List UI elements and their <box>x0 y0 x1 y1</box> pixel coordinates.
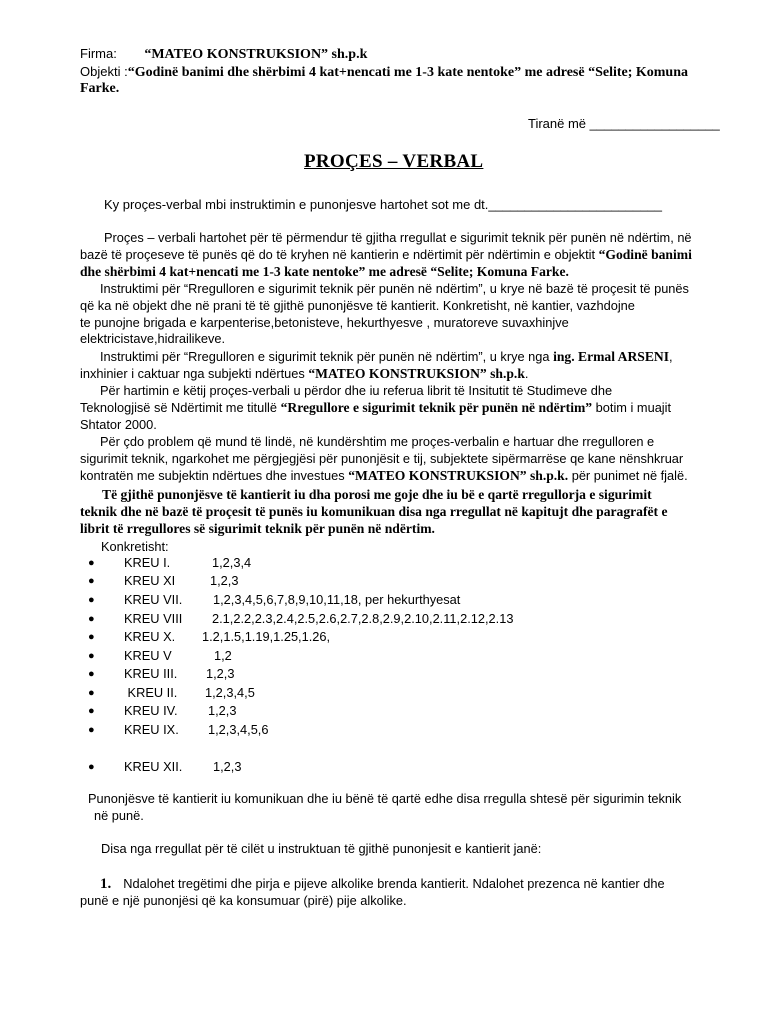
p5-line-3c: për punimet në fjalë. <box>568 467 688 483</box>
konkretisht-label: Konkretisht: <box>101 539 169 554</box>
chapter-name: KREU I. <box>124 555 171 570</box>
p2-line-1: Instruktimi për “Rregulloren e sigurimit teknik për punën në ndërtim”, u krye në bazë të proçesit të punës <box>100 281 689 296</box>
chapter-sections: 1,2,3,4,5 <box>205 685 255 700</box>
bullet-icon: ● <box>88 594 95 606</box>
bullet-icon: ● <box>88 650 95 662</box>
paragraph-1 <box>80 230 712 280</box>
p3-line-1c: , <box>669 349 673 364</box>
p6-line-1: Të gjithë punonjësve të kantierit iu dha porosi me goje dhe iu bë e qartë rregullorja e sigurimit <box>102 487 652 502</box>
chapter-sections: 1,2 <box>214 648 232 663</box>
paragraph-3 <box>80 349 712 383</box>
chapter-name: KREU X. <box>124 629 176 644</box>
rule-1-text: Ndalohet tregëtimi dhe pirja e pijeve alkolike brenda kantierit. Ndalohet prezenca në kantier dhe <box>123 876 665 891</box>
chapter-sections: 1,2,3 <box>210 573 239 588</box>
objekti-row <box>80 64 688 81</box>
chapter-sections: 1,2,3,4,5,6 <box>208 722 269 737</box>
paragraph-2 <box>80 281 712 348</box>
bullet-icon: ● <box>88 557 95 569</box>
objekti-value: “Godinë banimi dhe shërbimi 4 kat+nencati me 1-3 kate nentoke” me adresë “Selite; Komuna <box>127 65 689 80</box>
book-title: “Rregullore e sigurimit teknik për punën në ndërtim” <box>280 399 593 415</box>
p6-line-3: librit të rregullores së sigurimit teknik për punën në ndërtim. <box>80 520 435 536</box>
rules-intro: Disa nga rregullat për të cilët u instruktuan të gjithë punonjesit e kantierit janë: <box>101 841 542 856</box>
p5-line-1: Për çdo problem që mund të lindë, në kundërshtim me proçes-verbalin e hartuar dhe rregulloren e <box>100 434 655 449</box>
chapter-name: KREU XII. <box>124 759 183 774</box>
p1-line-2a: bazë të proçeseve të punës që do të kryhen në kantierin e ndërtimit për ndërtimin e objektit <box>80 246 599 262</box>
p4-line-2 <box>80 400 712 417</box>
bullet-icon: ● <box>88 724 95 736</box>
p7-line-1: Punonjësve të kantierit iu komunikuan dhe iu bënë të qartë edhe disa rregulla shtesë për sigurimin teknik <box>88 791 682 806</box>
chapter-name: KREU IX. <box>124 722 179 737</box>
bullet-icon: ● <box>88 575 95 587</box>
firma-row <box>80 46 367 63</box>
firma-label: Firma: <box>80 46 117 61</box>
p1-line-2 <box>80 247 712 264</box>
place-date: Tiranë më __________________ <box>528 116 720 131</box>
firma-value: “MATEO KONSTRUKSION” sh.p.k <box>144 47 368 62</box>
p3-line-2c: . <box>524 365 529 381</box>
chapter-sections: 1,2,3,4,5,6,7,8,9,10,11,18, per hekurthyesat <box>213 592 461 607</box>
p4-line-2c: botim i muajit <box>592 399 672 415</box>
rule-1 <box>80 876 712 910</box>
p6-line-2: teknik dhe në bazë të proçesit të punës iu komunikuan disa nga rregullat në kapitujt dhe paragrafët e <box>80 503 668 519</box>
p1-object-name: “Godinë banimi <box>598 246 692 262</box>
chapter-sections: 1,2,3 <box>213 759 242 774</box>
rule-1-number: 1. <box>100 876 112 892</box>
rule-1-line-2: punë e një punonjësi që ka konsumuar (pirë) pije alkolike. <box>80 892 407 908</box>
objekti-value-cont: Farke. <box>80 81 120 96</box>
bullet-icon: ● <box>88 631 95 643</box>
p4-line-1: Për hartimin e këtij proçes-verbali u përdor dhe iu referua librit të Insitutit të Studimeve dhe <box>100 383 613 398</box>
company-name: “MATEO KONSTRUKSION” sh.p.k <box>308 365 525 381</box>
intro-line: Ky proçes-verbal mbi instruktimin e punonjesve hartohet sot me dt.________________________ <box>104 197 662 212</box>
paragraph-4 <box>80 383 712 433</box>
chapter-sections: 1,2,3 <box>206 666 235 681</box>
bullet-icon: ● <box>88 705 95 717</box>
chapter-name: KREU VIII <box>124 611 183 626</box>
chapter-sections: 2.1,2.2,2.3,2.4,2.5,2.6,2.7,2.8,2.9,2.10,2.11,2.12,2.13 <box>212 611 514 626</box>
p7-line-2: në punë. <box>94 807 144 823</box>
p2-line-4: elektricistave,hidrailikeve. <box>80 331 226 347</box>
p5-line-3 <box>80 468 712 485</box>
p2-line-2: që ka në objekt dhe në prani të të gjithë punonjësve të kantierit. Konkretisht, në kantier, vazhdojne <box>80 297 635 313</box>
chapter-sections: 1.2,1.5,1.19,1.25,1.26, <box>202 629 331 644</box>
p2-line-3: te punojne brigada e karpenterise,betonisteve, hekurthyesve , muratoreve suvaxhinjve <box>80 314 569 330</box>
p1-line-3: dhe shërbimi 4 kat+nencati me 1-3 kate nentoke” me adresë “Selite; Komuna Farke. <box>80 263 569 279</box>
chapter-name: KREU III. <box>124 666 178 681</box>
engineer-name: ing. Ermal ARSENI <box>553 349 670 364</box>
bullet-icon: ● <box>88 687 95 699</box>
chapter-name: KREU XI <box>124 573 176 588</box>
rule-1-line-1 <box>80 876 712 893</box>
investor-name: “MATEO KONSTRUKSION” sh.p.k. <box>348 467 569 483</box>
chapter-sections: 1,2,3 <box>208 703 237 718</box>
paragraph-5 <box>80 434 712 484</box>
p5-line-2: sigurimit teknik, ngarkohet me përgjegjësi për punonjësit e tij, subjektete sipërmarrëse qe kane nënshkruar <box>80 450 684 466</box>
p5-line-3a: kontratën me subjektin ndërtues dhe investues <box>80 467 349 483</box>
chapter-name: KREU II. <box>124 685 178 700</box>
p3-line-2a: inxhinier i caktuar nga subjekti ndërtues <box>80 365 309 381</box>
objekti-label: Objekti : <box>80 64 128 79</box>
p4-line-3: Shtator 2000. <box>80 416 157 432</box>
chapter-name: KREU VII. <box>124 592 183 607</box>
p4-line-2a: Teknologjisë së Ndërtimit me titullë <box>80 399 281 415</box>
p3-line-1a: Instruktimi për “Rregulloren e sigurimit teknik për punën në ndërtim”, u krye nga <box>100 349 554 364</box>
document-title: PROÇES – VERBAL <box>304 151 484 172</box>
chapter-sections: 1,2,3,4 <box>212 555 252 570</box>
chapter-name: KREU IV. <box>124 703 178 718</box>
bullet-icon: ● <box>88 761 95 773</box>
p3-line-2 <box>80 366 712 383</box>
paragraph-6 <box>80 487 712 537</box>
p1-line-1: Proçes – verbali hartohet për të përmendur të gjitha rregullat e sigurimit teknik për punën në ndërtim, në <box>104 230 692 245</box>
paragraph-7 <box>88 791 720 825</box>
bullet-icon: ● <box>88 668 95 680</box>
p3-line-1 <box>80 349 712 366</box>
chapter-name: KREU V <box>124 648 172 663</box>
bullet-icon: ● <box>88 613 95 625</box>
